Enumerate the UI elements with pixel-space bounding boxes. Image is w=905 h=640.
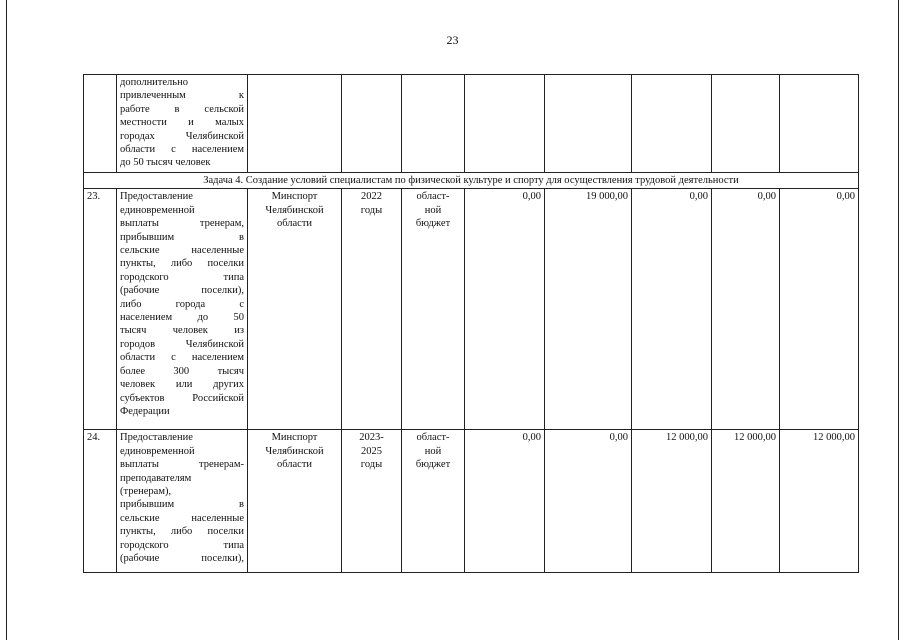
description-cell: Предоставление единовременной выплаты тренерам, прибывшим в сельские населенные пункты, либо поселки городского типа (рабочие поселки), либо города с населением до 50 тысяч человек из городов Челябинской области с населением более 300 тысяч человек или других субъектов Российской Федерации bbox=[117, 189, 248, 430]
value-cell: 0,00 bbox=[632, 189, 712, 430]
source-cell: област- ной бюджет bbox=[402, 430, 465, 573]
page-left-edge bbox=[6, 0, 7, 640]
value-cell: 12 000,00 bbox=[780, 430, 859, 573]
years-cell bbox=[342, 75, 402, 173]
value-cell: 0,00 bbox=[465, 430, 545, 573]
value-cell: 12 000,00 bbox=[632, 430, 712, 573]
value-cell: 0,00 bbox=[545, 430, 632, 573]
executor-cell: Минспорт Челябинской области bbox=[248, 189, 342, 430]
page-number: 23 bbox=[446, 33, 459, 47]
years-cell: 2023- 2025 годы bbox=[342, 430, 402, 573]
task-header-row bbox=[84, 173, 859, 189]
row-number-cell: 23. bbox=[84, 189, 117, 430]
source-cell: област- ной бюджет bbox=[402, 189, 465, 430]
years-cell: 2022 годы bbox=[342, 189, 402, 430]
continuation-row bbox=[84, 75, 859, 173]
row-number-cell bbox=[84, 75, 117, 173]
value-cell bbox=[712, 75, 780, 173]
executor-cell: Минспорт Челябинской области bbox=[248, 430, 342, 573]
value-cell: 19 000,00 bbox=[545, 189, 632, 430]
description-cell: Предоставление единовременной выплаты тренерам- преподавателям (тренерам), прибывшим в сельские населенные пункты, либо поселки городского типа (рабочие поселки), bbox=[117, 430, 248, 573]
value-cell: 12 000,00 bbox=[712, 430, 780, 573]
value-cell bbox=[465, 75, 545, 173]
table-row bbox=[84, 189, 859, 430]
executor-cell bbox=[248, 75, 342, 173]
program-table bbox=[83, 74, 859, 573]
value-cell bbox=[780, 75, 859, 173]
row-number-cell: 24. bbox=[84, 430, 117, 573]
value-cell bbox=[545, 75, 632, 173]
task-header: Задача 4. Создание условий специалистам по физической культуре и спорту для осуществления трудовой деятельности bbox=[84, 173, 859, 189]
page-right-edge bbox=[898, 0, 899, 640]
table-row bbox=[84, 430, 859, 573]
source-cell bbox=[402, 75, 465, 173]
value-cell bbox=[632, 75, 712, 173]
value-cell: 0,00 bbox=[780, 189, 859, 430]
value-cell: 0,00 bbox=[712, 189, 780, 430]
value-cell: 0,00 bbox=[465, 189, 545, 430]
description-cell: дополнительно привлеченным к работе в сельской местности и малых городах Челябинской области с населением до 50 тысяч человек bbox=[117, 75, 248, 173]
